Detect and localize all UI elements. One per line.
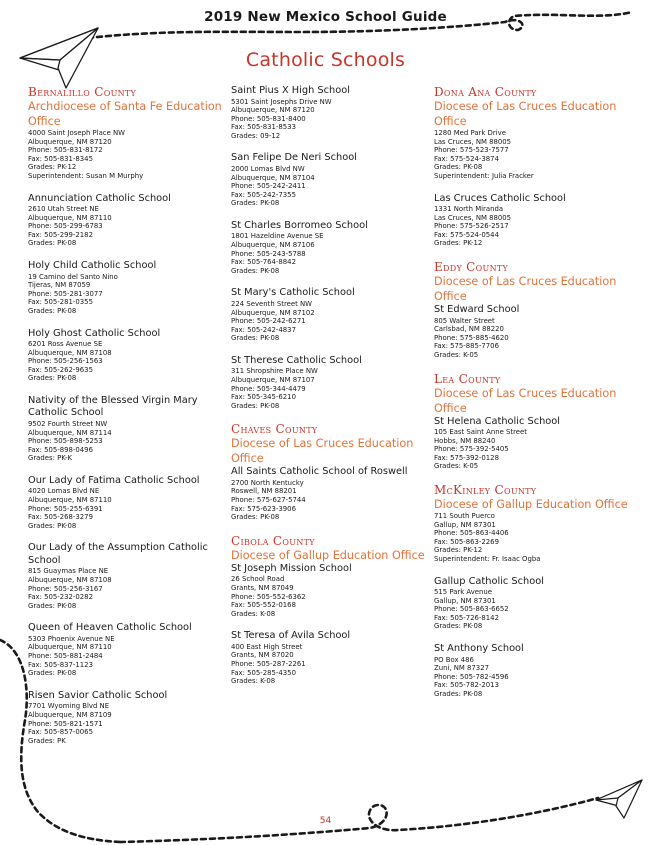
- grades-line: Grades: K-05: [434, 350, 479, 359]
- fax-line: Fax: 505-242-7355: [231, 190, 296, 199]
- address-line: 2000 Lomas Blvd NW: [231, 164, 305, 173]
- phone-line: Phone: 505-287-2261: [231, 659, 306, 668]
- school-listing: [28, 395, 223, 463]
- city-line: Carlsbad, NM 88220: [434, 325, 504, 334]
- office-listing: [28, 129, 223, 181]
- guide-title: 2019 New Mexico School Guide: [204, 9, 447, 25]
- grades-line: Grades: PK-08: [434, 622, 483, 631]
- fax-line: Fax: 575-623-3906: [231, 504, 296, 513]
- school-listing: [231, 563, 426, 618]
- phone-line: Phone: 505-242-2411: [231, 182, 306, 191]
- education-office: Archdiocese of Santa Fe Education Office: [28, 100, 222, 128]
- school-listing: [28, 475, 223, 530]
- city-line: Albuquerque, NM 87110: [28, 213, 112, 222]
- grades-line: Grades: PK-08: [28, 239, 77, 248]
- county-heading: Bernalillo County: [28, 85, 137, 99]
- phone-line: Phone: 505-256-1563: [28, 357, 103, 366]
- fax-line: Fax: 505-285-4350: [231, 668, 296, 677]
- phone-line: Phone: 505-256-3167: [28, 584, 103, 593]
- grades-line: Grades: PK-08: [231, 199, 280, 208]
- school-name: San Felipe De Neri School: [231, 152, 357, 164]
- school-name: St Edward School: [434, 304, 520, 316]
- school-name: St Teresa of Avila School: [231, 630, 351, 642]
- address-line: 6201 Ross Avenue SE: [28, 340, 103, 348]
- school-listing: [231, 220, 426, 275]
- school-name: Annunciation Catholic School: [28, 192, 171, 204]
- education-office: Diocese of Las Cruces Education Office: [434, 100, 617, 128]
- address-line: 7701 Wyoming Blvd NE: [28, 702, 110, 711]
- phone-line: Phone: 575-627-5744: [231, 496, 306, 505]
- address-line: 805 Walter Street: [434, 316, 495, 325]
- city-line: Albuquerque, NM 87107: [231, 375, 315, 384]
- address-line: PO Box 486: [434, 655, 474, 664]
- city-line: Albuquerque, NM 87104: [231, 173, 315, 182]
- grades-line: Grades: PK-08: [231, 401, 280, 410]
- school-listing: [231, 287, 426, 342]
- grades-line: Grades: PK: [28, 736, 66, 745]
- education-office: Diocese of Las Cruces Education Office: [434, 275, 617, 304]
- city-line: Albuquerque, NM 87120: [28, 137, 112, 146]
- education-office: Diocese of Gallup Education Office: [231, 548, 425, 562]
- city-line: Gallup, NM 87301: [434, 520, 496, 529]
- education-office: Diocese of Gallup Education Office: [434, 497, 628, 511]
- superintendent-line: Superintendent: Fr. Isaac Ogba: [434, 554, 541, 563]
- grades-line: Grades: K-05: [434, 462, 479, 471]
- fax-line: Fax: 505-232-0282: [28, 593, 93, 602]
- grades-line: Grades: PK-08: [28, 601, 77, 610]
- city-line: Hobbs, NM 88240: [434, 436, 496, 445]
- address-line: 4000 Saint Joseph Place NW: [28, 129, 125, 137]
- fax-line: Fax: 575-524-0544: [434, 230, 499, 239]
- school-listing: [28, 542, 223, 610]
- city-line: Albuquerque, NM 87110: [28, 496, 112, 505]
- fax-line: Fax: 505-782-2013: [434, 681, 499, 690]
- school-listing: [28, 690, 223, 745]
- address-line: 711 South Puerco: [434, 511, 495, 520]
- fax-line: Fax: 505-831-8345: [28, 154, 93, 163]
- city-line: Grants, NM 87049: [231, 583, 294, 592]
- address-line: 224 Seventh Street NW: [231, 299, 312, 308]
- page-number: 54: [319, 816, 332, 826]
- address-line: 4020 Lomas Blvd NE: [28, 487, 100, 496]
- phone-line: Phone: 505-898-5253: [28, 437, 103, 446]
- address-line: 1280 Med Park Drive: [434, 129, 506, 137]
- school-listing: [231, 355, 426, 410]
- address-line: 311 Shropshire Place NW: [231, 367, 318, 376]
- fax-line: Fax: 505-242-4837: [231, 325, 296, 334]
- fax-line: Fax: 575-524-3874: [434, 154, 499, 163]
- grades-line: Grades: K-08: [231, 677, 276, 686]
- address-line: 1801 Hazeldine Avenue SE: [231, 232, 324, 241]
- school-name: St Helena Catholic School: [434, 415, 561, 427]
- school-name: St Therese Catholic School: [231, 354, 362, 366]
- fax-line: Fax: 505-764-8842: [231, 258, 296, 267]
- address-line: 19 Camino del Santo Nino: [28, 272, 118, 281]
- grades-line: Grades: PK-12: [434, 546, 483, 555]
- school-name: St Charles Borromeo School: [231, 219, 368, 231]
- phone-line: Phone: 575-885-4620: [434, 333, 509, 342]
- school-listing: [434, 304, 634, 359]
- city-line: Albuquerque, NM 87110: [28, 643, 112, 652]
- grades-line: Grades: PK-08: [434, 689, 483, 698]
- school-listing: [28, 328, 223, 383]
- office-listing: [434, 512, 634, 564]
- address-line: 9502 Fourth Street NW: [28, 419, 108, 428]
- school-name: Gallup Catholic School: [434, 575, 544, 587]
- grades-line: Grades: PK-08: [28, 306, 77, 315]
- school-listing: [434, 576, 634, 631]
- phone-line: Phone: 505-863-4406: [434, 529, 509, 538]
- grades-line: Grades: PK-08: [28, 521, 77, 530]
- fax-line: Fax: 505-268-3279: [28, 513, 93, 522]
- section-title: Catholic Schools: [245, 49, 406, 71]
- city-line: Albuquerque, NM 87106: [231, 241, 315, 250]
- fax-line: Fax: 575-392-0128: [434, 453, 499, 462]
- city-line: Albuquerque, NM 87108: [28, 576, 112, 584]
- city-line: Roswell, NM 88201: [231, 487, 297, 496]
- phone-line: Phone: 505-821-1571: [28, 719, 103, 728]
- school-name: Saint Pius X High School: [231, 85, 350, 96]
- fax-line: Fax: 505-552-0168: [231, 601, 296, 610]
- school-name: St Joseph Mission School: [231, 562, 352, 574]
- city-line: Grants, NM 87020: [231, 651, 294, 660]
- superintendent-line: Superintendent: Susan M Murphy: [28, 171, 144, 180]
- grades-line: Grades: PK-12: [28, 163, 77, 172]
- county-heading: Eddy County: [434, 260, 509, 275]
- county-heading: McKinley County: [434, 482, 537, 497]
- city-line: Albuquerque, NM 87102: [231, 308, 315, 317]
- school-listing: [434, 193, 634, 248]
- school-listing: [434, 416, 634, 471]
- county-heading: Cibola County: [231, 533, 315, 548]
- fax-line: Fax: 505-898-0496: [28, 445, 93, 454]
- city-line: Albuquerque, NM 87108: [28, 348, 112, 357]
- column-middle: [231, 85, 426, 698]
- phone-line: Phone: 505-243-5788: [231, 249, 306, 258]
- school-name: Nativity of the Blessed Virgin Mary Catholic School: [28, 394, 198, 419]
- phone-line: Phone: 505-281-3077: [28, 289, 103, 298]
- fax-line: Fax: 505-863-2269: [434, 537, 499, 546]
- county-heading: Dona Ana County: [434, 85, 537, 99]
- school-listing: [434, 643, 634, 698]
- fax-line: Fax: 575-885-7706: [434, 342, 499, 351]
- city-line: Las Cruces, NM 88005: [434, 213, 512, 222]
- phone-line: Phone: 505-255-6391: [28, 504, 103, 513]
- school-listing: [231, 85, 426, 140]
- address-line: 2700 North Kentucky: [231, 478, 304, 487]
- school-name: Las Cruces Catholic School: [434, 192, 566, 204]
- school-listing: [28, 260, 223, 315]
- fax-line: Fax: 505-831-8533: [231, 123, 296, 132]
- phone-line: Phone: 505-242-6271: [231, 317, 306, 326]
- school-name: Our Lady of the Assumption Catholic School: [28, 542, 208, 566]
- fax-line: Fax: 505-837-1123: [28, 660, 93, 669]
- school-listing: [231, 152, 426, 207]
- school-name: Queen of Heaven Catholic School: [28, 622, 192, 634]
- address-line: 400 East High Street: [231, 642, 303, 651]
- school-listing: [28, 193, 223, 248]
- paper-airplane-icon: [596, 780, 642, 818]
- phone-line: Phone: 505-863-6652: [434, 605, 509, 614]
- city-line: Zuni, NM 87327: [434, 664, 489, 673]
- education-office: Diocese of Las Cruces Education Office: [434, 386, 617, 415]
- address-line: 1331 North Miranda: [434, 205, 504, 214]
- phone-line: Phone: 505-299-6783: [28, 222, 103, 231]
- grades-line: Grades: PK-08: [28, 669, 77, 678]
- phone-line: Phone: 505-831-8172: [28, 146, 103, 155]
- address-line: 105 East Saint Anne Street: [434, 428, 527, 436]
- address-line: 5301 Saint Josephs Drive NW: [231, 97, 332, 106]
- school-name: All Saints Catholic School of Roswell: [231, 466, 408, 478]
- school-listing: [28, 622, 223, 677]
- office-listing: [434, 129, 634, 181]
- school-listing: [231, 630, 426, 685]
- school-name: St Mary's Catholic School: [231, 287, 355, 299]
- phone-line: Phone: 505-881-2484: [28, 652, 103, 661]
- city-line: Gallup, NM 87301: [434, 596, 496, 605]
- address-line: 26 School Road: [231, 575, 285, 584]
- grades-line: Grades: PK-12: [434, 239, 483, 248]
- fax-line: Fax: 505-726-8142: [434, 613, 499, 622]
- city-line: Las Cruces, NM 88005: [434, 137, 512, 146]
- grades-line: Grades: 09-12: [231, 131, 281, 140]
- address-line: 2610 Utah Street NE: [28, 205, 99, 214]
- grades-line: Grades: PK-08: [231, 334, 280, 343]
- city-line: Albuquerque, NM 87114: [28, 428, 112, 437]
- school-name: Holy Child Catholic School: [28, 260, 157, 272]
- phone-line: Phone: 575-392-5405: [434, 445, 509, 454]
- city-line: Albuquerque, NM 87120: [231, 106, 315, 115]
- grades-line: Grades: PK-08: [231, 266, 280, 275]
- superintendent-line: Superintendent: Julia Fracker: [434, 171, 534, 180]
- grades-line: Grades: K-08: [231, 609, 276, 618]
- column-right: [434, 85, 634, 710]
- school-name: St Anthony School: [434, 643, 524, 654]
- grades-line: Grades: PK-08: [231, 513, 280, 522]
- phone-line: Phone: 575-523-7577: [434, 146, 509, 155]
- phone-line: Phone: 505-552-6362: [231, 592, 306, 601]
- column-left: [28, 85, 223, 757]
- school-name: Our Lady of Fatima Catholic School: [28, 474, 200, 486]
- grades-line: Grades: PK-08: [434, 163, 483, 172]
- phone-line: Phone: 505-831-8400: [231, 114, 306, 123]
- fax-line: Fax: 505-262-9635: [28, 365, 93, 374]
- address-line: 5303 Phoenix Avenue NE: [28, 634, 115, 643]
- county-heading: Lea County: [434, 371, 501, 386]
- county-heading: Chaves County: [231, 422, 318, 437]
- education-office: Diocese of Las Cruces Education Office: [231, 437, 414, 466]
- city-line: Albuquerque, NM 87109: [28, 710, 112, 719]
- fax-line: Fax: 505-345-6210: [231, 393, 296, 402]
- phone-line: Phone: 505-344-4479: [231, 384, 306, 393]
- address-line: 815 Guaymas Place NE: [28, 567, 109, 576]
- fax-line: Fax: 505-281-0355: [28, 298, 93, 307]
- grades-line: Grades: PK-08: [28, 374, 77, 383]
- grades-line: Grades: PK-K: [28, 454, 73, 463]
- school-name: Holy Ghost Catholic School: [28, 327, 161, 339]
- fax-line: Fax: 505-299-2182: [28, 230, 93, 239]
- school-name: Risen Savior Catholic School: [28, 689, 168, 701]
- phone-line: Phone: 575-526-2517: [434, 222, 509, 231]
- school-listing: [231, 466, 426, 521]
- city-line: Tijeras, NM 87059: [28, 281, 91, 290]
- fax-line: Fax: 505-857-0065: [28, 728, 93, 737]
- address-line: 515 Park Avenue: [434, 588, 493, 597]
- phone-line: Phone: 505-782-4596: [434, 672, 509, 681]
